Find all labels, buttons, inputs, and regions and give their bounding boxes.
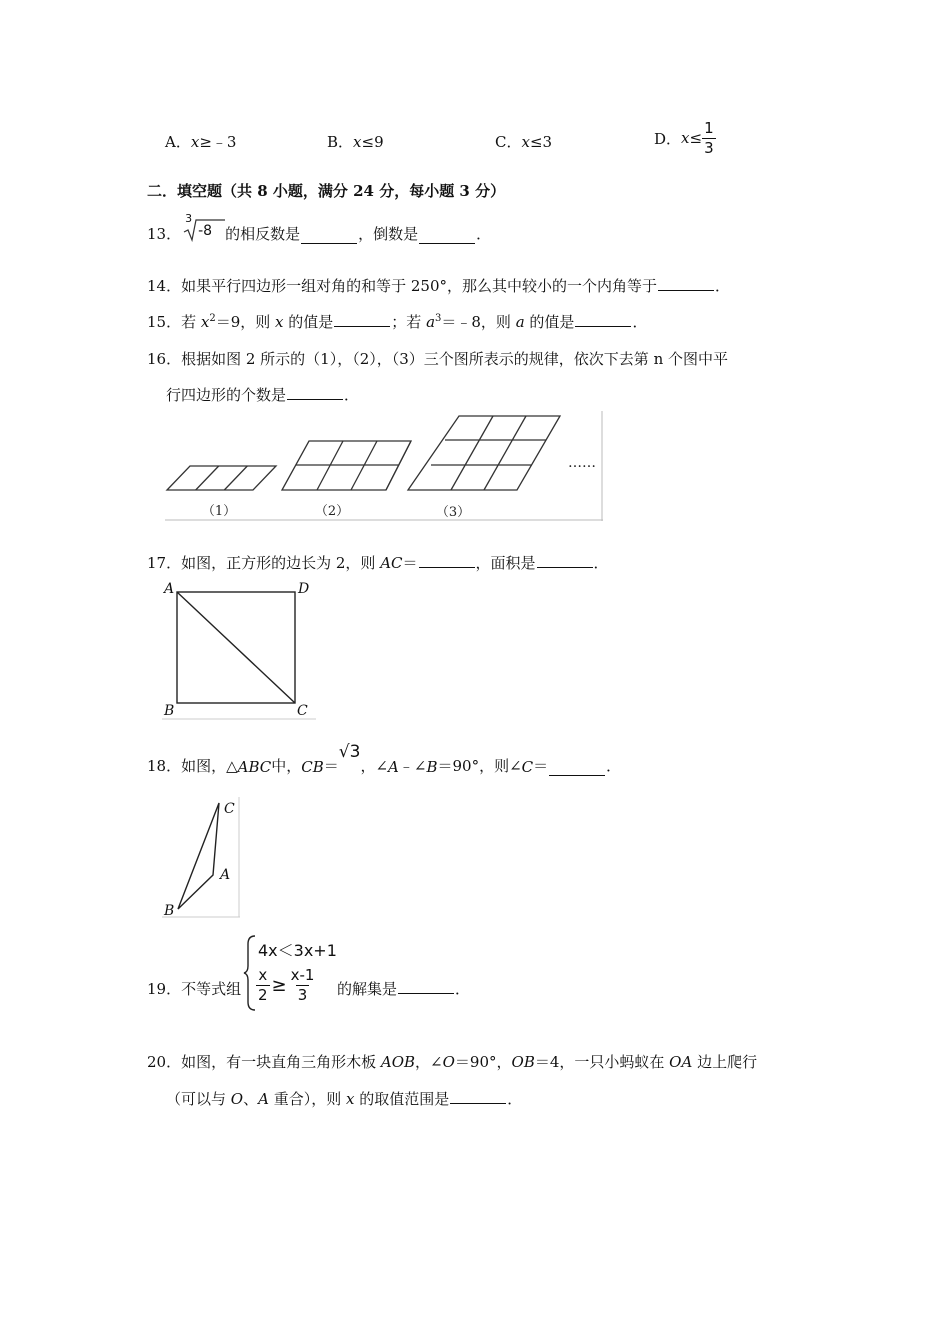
segment-oa: OA	[669, 1053, 693, 1071]
option-a-label: A．	[165, 133, 191, 151]
figure-1	[167, 466, 276, 490]
question-20-line1	[147, 1051, 757, 1072]
triangle-aob: AOB	[380, 1053, 416, 1071]
answer-blank[interactable]	[537, 553, 593, 568]
q13-text: 的相反数是	[225, 225, 301, 243]
figure-label-1: （1）	[201, 504, 237, 519]
q20-text: 如图，有一块直角三角形木板	[181, 1053, 381, 1071]
var-a: A	[388, 758, 399, 776]
option-b-text: ≤9	[361, 133, 384, 151]
q19-text: 不等式组	[181, 980, 242, 998]
question-20-line2	[166, 1088, 522, 1109]
vertex-label-a: A	[164, 581, 175, 597]
var-a: a	[515, 313, 525, 331]
segment-ac: AC	[380, 554, 403, 572]
question-18	[147, 742, 621, 776]
q19-end: ．	[455, 980, 471, 998]
option-d-var: x	[681, 129, 690, 147]
option-a	[165, 131, 236, 152]
q18-end: ．	[606, 757, 622, 775]
q20-text: 的取值范围是	[354, 1090, 450, 1108]
q15-text: 的值是	[524, 313, 575, 331]
answer-blank[interactable]	[658, 276, 714, 291]
section-title: 二．填空题（共 8 小题，满分 24 分，每小题 3 分）	[147, 182, 506, 200]
var-o: O	[230, 1090, 244, 1108]
vertex-label-c: C	[297, 703, 308, 719]
frac-den: 3	[297, 986, 308, 1004]
inequality-2	[256, 968, 316, 1003]
answer-blank[interactable]	[301, 229, 357, 244]
q15-number: 15．	[147, 313, 182, 331]
option-a-var: x	[190, 133, 200, 151]
answer-blank[interactable]	[575, 312, 631, 327]
q17-text: ，面积是	[475, 554, 536, 572]
q20-text: ，∠	[415, 1053, 443, 1071]
option-d-text: ≤	[689, 129, 703, 147]
q14-number: 14．	[147, 277, 182, 295]
figure-label-3: （3）	[435, 505, 471, 520]
q20-text: ＝90°，	[454, 1053, 512, 1071]
var-a: A	[258, 1090, 269, 1108]
q18-text: ＝	[323, 757, 339, 775]
q15-text: ；若	[391, 313, 427, 331]
sqrt-three: √3	[338, 742, 361, 762]
q17-text: ＝	[402, 554, 418, 572]
option-b-var: x	[353, 133, 362, 151]
q18-number: 18．	[147, 757, 182, 775]
exponent: 3	[435, 313, 442, 324]
q13-sep: ，倒数是	[358, 225, 419, 243]
q18-text: ，∠	[360, 757, 389, 775]
system-brace-icon	[243, 934, 257, 1012]
q14-end: ．	[715, 277, 731, 295]
option-c-label: C．	[495, 133, 522, 151]
question-15	[147, 311, 647, 332]
option-d-label: D．	[654, 129, 682, 148]
q16-end: ．	[344, 386, 360, 404]
figure-label-2: （2）	[314, 504, 350, 519]
q20-text: 、	[243, 1090, 259, 1108]
q17-end: ．	[593, 554, 609, 572]
frac-num: x	[258, 966, 268, 984]
question-14	[147, 275, 730, 296]
answer-blank[interactable]	[450, 1089, 506, 1104]
segment-ob: OB	[511, 1053, 535, 1071]
q20-text: （可以与	[166, 1090, 231, 1108]
q14-text: 如果平行四边形一组对角的和等于 250°，那么其中较小的一个内角等于	[181, 277, 657, 295]
var-o: O	[442, 1053, 455, 1071]
q17-number: 17．	[147, 554, 182, 572]
option-b-label: B．	[327, 133, 354, 151]
q20-text: 重合），则	[268, 1090, 346, 1108]
cube-root-expression	[181, 214, 225, 244]
q20-number: 20．	[147, 1053, 182, 1071]
answer-blank[interactable]	[334, 312, 390, 327]
question-13	[147, 212, 491, 244]
question-17	[147, 552, 609, 573]
option-c-var: x	[521, 133, 530, 151]
frac-num: 1	[704, 118, 714, 137]
square-figure	[162, 578, 316, 720]
answer-blank[interactable]	[549, 761, 605, 776]
var-c: C	[521, 758, 534, 776]
triangle-abc: ABC	[237, 758, 272, 776]
question-16-line1	[147, 348, 728, 369]
option-c	[495, 131, 552, 152]
fraction-x-over-2	[256, 968, 270, 1003]
triangle-figure	[162, 797, 242, 919]
q18-text: ﹣∠	[398, 757, 427, 775]
q15-text: 若	[181, 313, 201, 331]
var-x: x	[200, 313, 210, 331]
parallelogram-pattern-figure	[165, 411, 603, 521]
q18-text: 如图，△	[181, 757, 238, 775]
var-b: B	[426, 758, 438, 776]
vertex-label-c: C	[224, 801, 235, 817]
answer-blank[interactable]	[419, 229, 475, 244]
q13-end: ．	[476, 225, 492, 243]
var-x: x	[346, 1090, 355, 1108]
fraction-x-minus-1-over-3	[289, 968, 317, 1003]
q18-text: ＝	[533, 757, 549, 775]
q18-text: 中，	[271, 757, 302, 775]
inequality-1: 4x＜3x+1	[258, 941, 337, 960]
vertex-label-b: B	[164, 903, 175, 919]
q13-number: 13．	[147, 225, 182, 243]
q18-text: ＝90°，则∠	[437, 757, 522, 775]
radical-index: 3	[185, 212, 193, 225]
q16-number: 16．	[147, 350, 182, 368]
frac-num: x-1	[290, 966, 315, 984]
question-16-line2	[166, 384, 359, 405]
var-x: x	[275, 313, 284, 331]
radicand: -8	[198, 223, 213, 239]
answer-blank[interactable]	[398, 979, 454, 994]
figure-3	[408, 416, 560, 490]
fraction-one-third	[702, 118, 716, 157]
q20-text: ＝4，一只小蚂蚁在	[534, 1053, 670, 1071]
q16-text: 行四边形的个数是	[166, 386, 287, 404]
question-19-number	[147, 978, 241, 999]
q20-end: ．	[507, 1090, 523, 1108]
frac-den: 2	[258, 986, 268, 1004]
option-a-text: ≥﹣3	[199, 133, 237, 151]
var-a: a	[426, 313, 436, 331]
geq-sign: ≥	[271, 975, 287, 996]
option-b	[327, 131, 384, 152]
vertex-label-b: B	[164, 703, 175, 719]
segment-cb: CB	[301, 758, 324, 776]
q15-end: ．	[632, 313, 648, 331]
q19-number: 19．	[147, 980, 182, 998]
frac-den: 3	[704, 138, 714, 157]
q16-text: 根据如图 2 所示的（1），（2），（3）三个图所表示的规律，依次下去第 n 个图中平	[181, 350, 729, 368]
q15-text: 的值是	[283, 313, 334, 331]
vertex-label-a: A	[220, 867, 231, 883]
continuation-dots: ……	[568, 455, 596, 471]
exponent: 2	[209, 313, 216, 324]
question-19-tail	[337, 978, 470, 999]
answer-blank[interactable]	[287, 385, 343, 400]
q19-text: 的解集是	[337, 980, 398, 998]
q15-text: ＝﹣8，则	[441, 313, 516, 331]
q20-text: 边上爬行	[692, 1053, 758, 1071]
option-c-text: ≤3	[529, 133, 553, 151]
q15-text: ＝9，则	[215, 313, 276, 331]
answer-blank[interactable]	[419, 553, 475, 568]
vertex-label-d: D	[298, 581, 310, 597]
figure-2	[282, 441, 411, 490]
option-d	[654, 116, 716, 160]
q17-text: 如图，正方形的边长为 2，则	[181, 554, 381, 572]
